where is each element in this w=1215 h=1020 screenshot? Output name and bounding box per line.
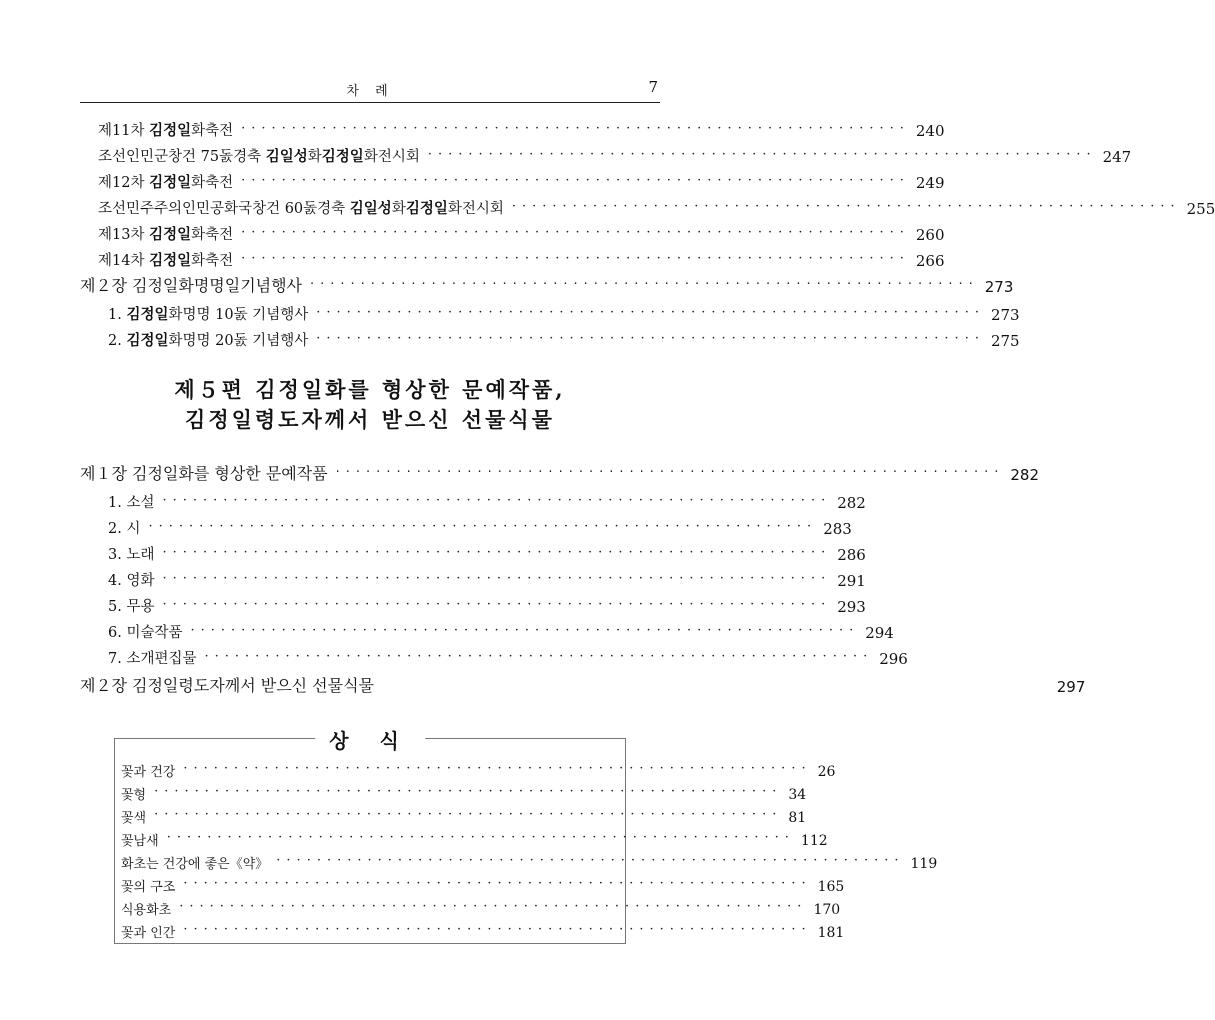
part-title-line1: 제５편 김정일화를 형상한 문예작품, xyxy=(174,377,566,402)
entry-label: 5. 무용 xyxy=(108,599,155,615)
toc-entry[interactable] xyxy=(98,140,1132,166)
entry-label: 7. 소개편집물 xyxy=(108,651,197,667)
toc-chapter[interactable] xyxy=(80,270,1014,296)
trivia-box xyxy=(114,729,938,944)
entry-suffix: 화전시회 xyxy=(363,149,420,165)
entry-bold: 김정일 xyxy=(126,306,169,323)
entry-mid: 화 xyxy=(391,201,406,217)
entry-page: 165 xyxy=(817,879,845,895)
entry-prefix: 2. xyxy=(108,333,127,349)
entry-bold: 김정일 xyxy=(149,174,192,191)
leader-dots: ·································································· xyxy=(241,121,910,136)
entry-prefix: 제14차 xyxy=(98,253,150,269)
entry-page: 266 xyxy=(915,252,945,270)
toc-entry[interactable] xyxy=(98,192,1215,218)
toc-chapter[interactable] xyxy=(80,670,1086,696)
trivia-title: 상 식 xyxy=(315,725,425,754)
leader-dots: ······························································ xyxy=(179,899,808,914)
toc-entry[interactable] xyxy=(108,642,908,668)
entry-page: 255 xyxy=(1186,200,1215,218)
entry-page: 119 xyxy=(910,856,938,872)
entry-bold: 김정일 xyxy=(321,148,364,165)
leader-dots: ······························································ xyxy=(154,784,783,799)
entry-label: 화초는 건강에 좋은《약》 xyxy=(121,857,269,872)
entry-label: 3. 노래 xyxy=(108,547,155,563)
entry-suffix: 화축전 xyxy=(191,175,234,191)
entry-bold: 김정일 xyxy=(405,200,448,217)
entry-label: 꽃남새 xyxy=(121,834,159,849)
toc-entry[interactable] xyxy=(108,298,1020,324)
toc-entry[interactable] xyxy=(108,538,866,564)
toc-entry[interactable] xyxy=(98,218,945,244)
page-number: 7 xyxy=(648,78,658,96)
toc-entry[interactable] xyxy=(108,564,866,590)
entry-page: 283 xyxy=(823,520,852,538)
entry-page: 282 xyxy=(837,494,866,512)
entry-label: 1. 소설 xyxy=(108,495,155,511)
entry-label: 꽃형 xyxy=(121,788,147,803)
entry-page: 240 xyxy=(915,122,945,140)
entry-page: 249 xyxy=(915,174,945,192)
chapter-label: 제１장 김정일화를 형상한 문예작품 xyxy=(80,464,328,483)
leader-dots: ·································································· xyxy=(162,545,832,560)
entry-page: 181 xyxy=(817,925,845,941)
entry-page: 81 xyxy=(788,810,807,826)
toc-entry[interactable] xyxy=(108,486,866,512)
entry-suffix: 화전시회 xyxy=(447,201,504,217)
leader-dots: ······························································ xyxy=(154,807,783,822)
leader-dots: ·································································· xyxy=(310,277,979,292)
trivia-entry[interactable] xyxy=(121,849,938,872)
toc-entry[interactable] xyxy=(98,166,945,192)
entry-label: 2. 시 xyxy=(108,521,141,537)
leader-dots: ·································································· xyxy=(204,649,874,664)
entry-mid: 화 xyxy=(307,149,322,165)
toc-chapter[interactable] xyxy=(80,458,1040,484)
entry-label: 6. 미술작품 xyxy=(108,625,183,641)
entry-suffix: 화축전 xyxy=(191,227,234,243)
leader-dots: ······························································ xyxy=(183,761,812,776)
entry-label: 꽃색 xyxy=(121,811,147,826)
entry-bold: 김정일 xyxy=(149,252,192,269)
leader-dots: ······························································ xyxy=(183,876,812,891)
entry-label: 꽃의 구조 xyxy=(121,880,176,895)
entry-bold: 김정일 xyxy=(126,332,169,349)
leader-dots: ······························································ xyxy=(276,853,905,868)
entry-page: 273 xyxy=(990,306,1020,324)
entry-bold: 김일성 xyxy=(349,200,392,217)
entry-page: 293 xyxy=(837,598,866,616)
leader-dots: ·································································· xyxy=(190,623,860,638)
leader-dots: ·································································· xyxy=(316,305,985,320)
entry-suffix: 화축전 xyxy=(191,253,234,269)
running-header xyxy=(80,78,660,103)
entry-page: 112 xyxy=(800,833,828,849)
trivia-entry[interactable] xyxy=(121,826,828,849)
entry-page: 294 xyxy=(865,624,894,642)
toc-entry[interactable] xyxy=(108,590,866,616)
toc-entry[interactable] xyxy=(108,512,852,538)
entry-prefix: 조선인민군창건 75돐경축 xyxy=(98,149,266,165)
toc-entry[interactable] xyxy=(98,114,945,140)
entry-page: 286 xyxy=(837,546,866,564)
entry-prefix: 제11차 xyxy=(98,123,150,139)
entry-label: 4. 영화 xyxy=(108,573,155,589)
chapter-page: 273 xyxy=(984,278,1014,296)
leader-dots: ·································································· xyxy=(241,225,910,240)
trivia-entry[interactable] xyxy=(121,803,807,826)
trivia-entry[interactable] xyxy=(121,918,845,941)
entry-suffix: 화명명 20돐 기념행사 xyxy=(168,333,309,349)
part-title-line2: 김정일령도자께서 받으신 선물식물 xyxy=(185,407,555,432)
entry-page: 275 xyxy=(990,332,1020,350)
leader-dots: ······························································ xyxy=(166,830,795,845)
toc-entry[interactable] xyxy=(108,324,1020,350)
leader-dots: ·································································· xyxy=(335,465,1005,480)
chapter-label: 제２장 김정일화명명일기념행사 xyxy=(80,276,303,295)
entry-label: 꽃과 인간 xyxy=(121,926,176,941)
entry-label: 꽃과 건강 xyxy=(121,765,176,780)
entry-prefix: 1. xyxy=(108,307,127,323)
chapter-page: 282 xyxy=(1010,466,1040,484)
chapter-page: 297 xyxy=(1056,678,1086,696)
entry-prefix: 제12차 xyxy=(98,175,150,191)
leader-dots: ·································································· xyxy=(162,571,832,586)
entry-bold: 김정일 xyxy=(149,122,192,139)
toc-entry[interactable] xyxy=(108,616,894,642)
chapter-label: 제２장 김정일령도자께서 받으신 선물식물 xyxy=(80,676,375,695)
leader-dots: ·································································· xyxy=(316,331,985,346)
leader-dots: ·································································· xyxy=(148,519,818,534)
entry-page: 291 xyxy=(837,572,866,590)
leader-dots: ·································································· xyxy=(241,251,910,266)
entry-bold: 김정일 xyxy=(149,226,192,243)
entry-bold: 김일성 xyxy=(265,148,308,165)
leader-dots: ·································································· xyxy=(162,493,832,508)
entry-page: 170 xyxy=(813,902,841,918)
entry-page: 247 xyxy=(1102,148,1132,166)
entry-prefix: 제13차 xyxy=(98,227,150,243)
entry-page: 260 xyxy=(915,226,945,244)
leader-dots: ·································································· xyxy=(241,173,910,188)
header-title: 차 례 xyxy=(346,84,394,99)
trivia-entry[interactable] xyxy=(121,872,845,895)
toc-entry[interactable] xyxy=(98,244,945,270)
trivia-entry[interactable] xyxy=(121,757,836,780)
trivia-entry[interactable] xyxy=(121,895,841,918)
entry-page: 34 xyxy=(788,787,807,803)
leader-dots: ······························································ xyxy=(183,922,812,937)
leader-dots: ·································································· xyxy=(427,147,1097,162)
entry-page: 296 xyxy=(879,650,908,668)
trivia-entry[interactable] xyxy=(121,780,807,803)
entry-page: 26 xyxy=(817,764,836,780)
entry-prefix: 조선민주주의인민공화국창건 60돐경축 xyxy=(98,201,350,217)
entry-label: 식용화초 xyxy=(121,903,172,918)
leader-dots: ·································································· xyxy=(162,597,832,612)
leader-dots: ·································································· xyxy=(511,199,1181,214)
entry-suffix: 화축전 xyxy=(191,123,234,139)
entry-suffix: 화명명 10돐 기념행사 xyxy=(168,307,309,323)
